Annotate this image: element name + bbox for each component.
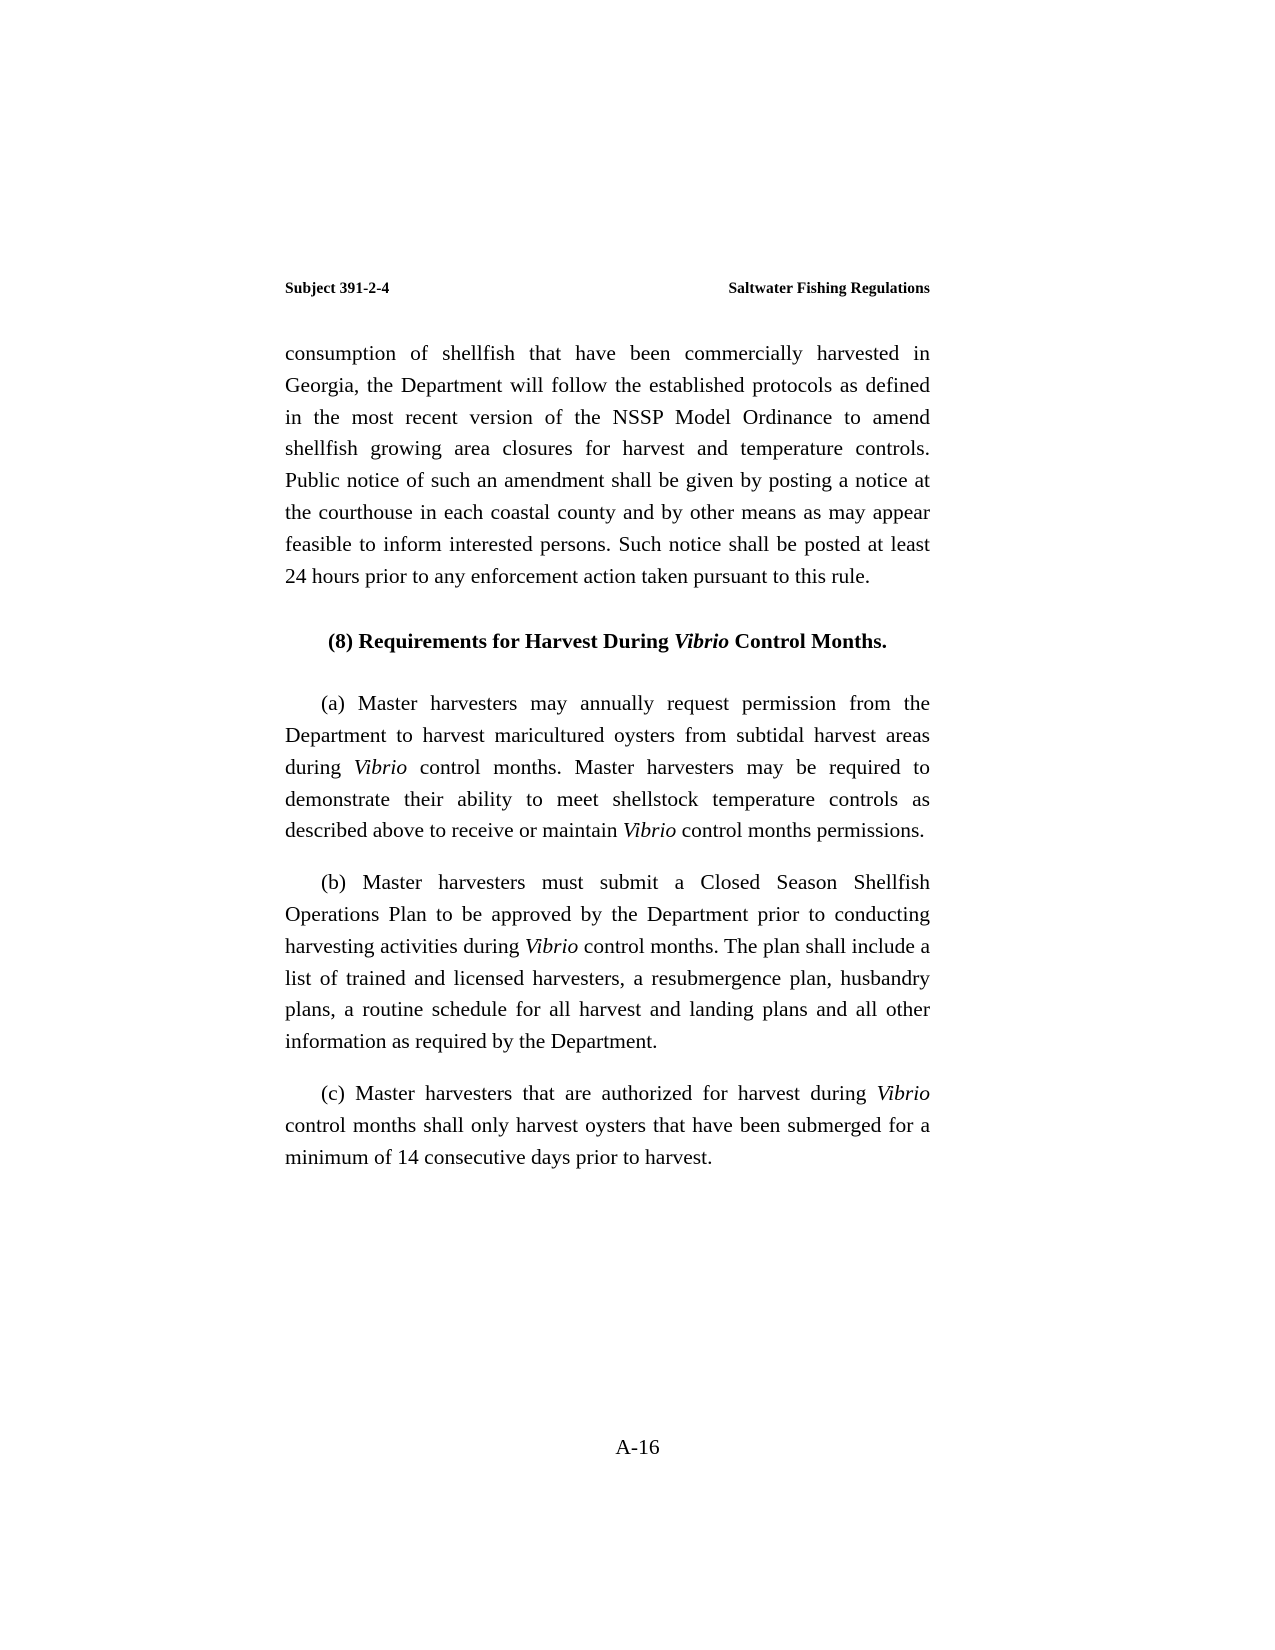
heading-text-after: Control Months. xyxy=(729,629,887,654)
item-b-text-1: (b) Master harvesters must submit a Closed Season Shellfish Operations Plan to be approved by the Department prior to conducting harvesting activities during xyxy=(285,870,930,958)
heading-text-before: (8) Requirements for Harvest During xyxy=(327,629,675,654)
item-a-text-2: control months. Master harvesters may be required to demonstrate their ability to meet shellstock temperature controls as described above to receive or maintain xyxy=(285,754,930,843)
item-a-text-1: (a) Master harvesters may annually request permission from the Department to harvest maricultured oysters from subtidal harvest areas during xyxy=(285,691,930,779)
item-a-text-3: control months permissions. xyxy=(676,818,925,843)
item-a-italic-vibrio-2: Vibrio xyxy=(622,818,677,843)
paragraph-continuation: consumption of shellfish that have been commercially harvested in Georgia, the Department will follow the established protocols as defined in the most recent version of the NSSP Model Ordinance to amend shellfish growing area closures for harvest and temperature controls. Public notice of such an amendment shall be given by posting a notice at the courthouse in each coastal county and by other means as may appear feasible to inform interested persons. Such notice shall be posted at least 24 hours prior to any enforcement action taken pursuant to this rule. xyxy=(285,341,930,588)
paragraph-item-a xyxy=(285,688,930,847)
header-subject: Subject 391-2-4 xyxy=(285,280,390,297)
item-c-text-1: (c) Master harvesters that are authorized for harvest during xyxy=(321,1080,877,1105)
page-footer xyxy=(0,1435,1275,1460)
section-heading-8 xyxy=(285,626,930,658)
page-content xyxy=(285,280,930,1193)
item-c-text-2: control months shall only harvest oysters that have been submerged for a minimum of 14 consecutive days prior to harvest. xyxy=(285,1112,930,1169)
item-b-text-2: control months. The plan shall include a list of trained and licensed harvesters, a resubmergence plan, husbandry plans, a routine schedule for all harvest and landing plans and all other information as required by the Department. xyxy=(285,933,930,1054)
item-b-italic-vibrio-1: Vibrio xyxy=(524,933,579,958)
item-a-italic-vibrio-1: Vibrio xyxy=(353,754,408,779)
paragraph-item-c xyxy=(285,1078,930,1173)
item-c-italic-vibrio-1: Vibrio xyxy=(876,1080,930,1105)
header-title: Saltwater Fishing Regulations xyxy=(728,280,930,297)
heading-italic-vibrio: Vibrio xyxy=(674,629,730,654)
page-number: A-16 xyxy=(615,1435,660,1459)
paragraph-item-b xyxy=(285,867,930,1058)
running-header xyxy=(285,280,930,298)
